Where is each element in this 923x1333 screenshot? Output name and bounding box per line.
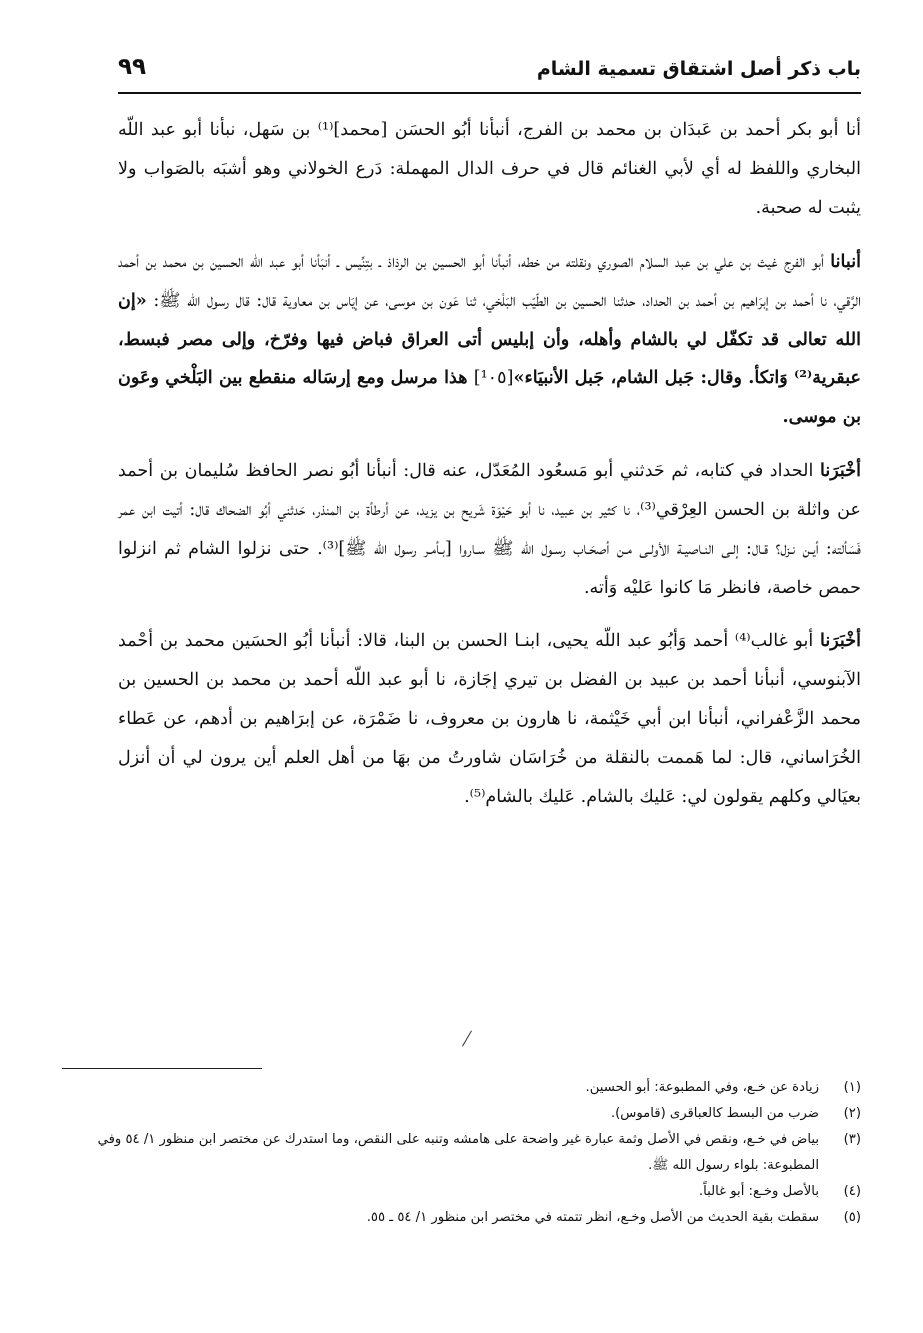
footnote-text: بالأصل وخـع: أبو غالباً. xyxy=(698,1184,819,1199)
footnote-text: زيادة عن خـع، وفي المطبوعة: أبو الحسين. xyxy=(585,1080,819,1095)
footnote-number: (٣) xyxy=(843,1132,861,1147)
text-run: الحداد في كتابه، ثم حَدثني أبو مَسعُود المُعَدّل، عنه قال: أنبأنا أبُو نصر الحافظ سُليمان بن أحمد عن واثلة بن الحسن العِرْقي⁽³⁾، نا كثير بن عبيد، نا أبو حَيْوَة شَريح بن يزيد، عن أرطأة بن المنذر، حَدثني أبُو الضحاك قال: أتيت ابن عمر فَسَألته: أيـن نـزل؟ قـال: إلـى النـاصيـة الأولـى مـن أصحَـاب رسـول الله ﷺ سـاروا [بـأمـر رسول الله ﷺ]⁽³⁾. حتى نزلوا الشام ثم انزلوا حمص خاصة، فانظر مَا كانوا عَليْه وَأته. xyxy=(118,461,861,598)
paragraph xyxy=(118,622,861,817)
footnote-number: (٥) xyxy=(843,1210,861,1225)
footnote xyxy=(80,1127,861,1179)
reference-marker: [¹٠٥] xyxy=(473,368,514,389)
main-text xyxy=(118,111,861,816)
running-header xyxy=(118,52,861,94)
text-run: هذا مرسل ومع إرسَاله منقطع بين البَلْخي وعَون بن موسى. xyxy=(118,367,861,428)
footnote-text: سقطت بقية الحديث من الأصل وخـع، انظر تتمته في مختصر ابن منظور ١/ ٥٤ ـ ٥٥. xyxy=(366,1210,819,1225)
footnote xyxy=(80,1101,861,1127)
footnote-number: (٤) xyxy=(843,1184,861,1199)
footnote xyxy=(80,1179,861,1205)
paragraph xyxy=(118,452,861,608)
text-run: أنا أبو بكر أحمد بن عَبدَان بن محمد بن الفرج، أنبأنا أبُو الحسَن [محمد]⁽¹⁾ بن سَهل، نبأنا أبو عبد اللّه البخاري واللفظ له أي لأبي الغنائم قال في حرف الدال المهملة: دَرع الخولاني وهو أشبَه بالصَواب ولا يثبت له صحبة. xyxy=(118,120,861,218)
footnote xyxy=(80,1205,861,1231)
pen-mark xyxy=(462,1030,472,1046)
footnotes xyxy=(80,1075,861,1231)
paragraph xyxy=(118,243,861,438)
footnote-number: (١) xyxy=(843,1080,861,1095)
footnote-text: ضرب من البسط كالعباقرى (قاموس). xyxy=(610,1106,819,1121)
text-run: أبو الفرج غيث بن علي بن عبد السلام الصوري ونقلته من خطه، أنبأنا أبو الحسين بن الرذاذ ـ بتِنِّيس ـ أنبَأنا أبو عبد اللّه الحسين بن محمد بن أحمد الرَّقي، نا أحمد بن إبرَاهيم بن أحمد بن الحداد، حدثنا الحسين بن الطّيّب البَلْخي، ثنا عَون بن موسى، عن إيَاس بن معاوية قال: قال رسول الله ﷺ: xyxy=(118,251,861,311)
paragraph xyxy=(118,111,861,228)
narration-keyword: أخْبَرَنا xyxy=(819,460,861,482)
narration-keyword: أنبانا xyxy=(830,250,861,272)
chapter-title: باب ذكر أصل اشتقاق تسمية الشام xyxy=(536,58,861,80)
text-run: أبو غالب⁽⁴⁾ أحمد وَأبُو عبد اللّه يحيى، ابنـا الحسن بن البنا، قالا: أنبأنا أبُو الحسَين محمد بن أحْمد الآبنوسي، أنبأنا أحمد بن عبيد بن الفضل بن تيري إجَازة، نا أبو عبد اللّه أحمد بن محمد بن الحسين بن محمد الزَّعْفراني، أنبأنا ابن أبي خَيْثمة، نا هارون بن معروف، نا ضَمْرَة، عن إبرَاهيم بن أدهم، عن عَطاء الخُرَاساني، قال: لما هَممت بالنقلة من خُرَاسَان شاورتُ من بهَا من أهل العلم أين يرون لي أن أنزل بعيَالي وكلهم يقولون لي: عَليك بالشام. عَليك بالشام⁽⁵⁾. xyxy=(118,630,861,807)
footnote-number: (٢) xyxy=(843,1106,861,1121)
narration-keyword: أخْبَرَنا xyxy=(819,629,862,651)
hadith-quote: «إن الله تعالى قد تكفّل لي بالشام وأهله، وأن إبليس أتى العراق فباض فيها وفرّخ، وإلى مصر فبسط، عبقرية⁽²⁾ وَاتكأ. وقال: جَبل الشام، جَبل الأنبيَاء» xyxy=(118,289,861,389)
footnote-text: بياض في خـع، ونقص في الأصل وثمة عبارة غير واضحة على هامشه وتنبه على النقص، وما استدرك عن مختصر ابن منظور ١/ ٥٤ وفي المطبوعة: بلواء رسول الله ﷺ. xyxy=(97,1132,819,1173)
footnote-separator xyxy=(62,1068,262,1069)
footnote xyxy=(80,1075,861,1101)
page-number: ٩٩ xyxy=(118,54,147,80)
